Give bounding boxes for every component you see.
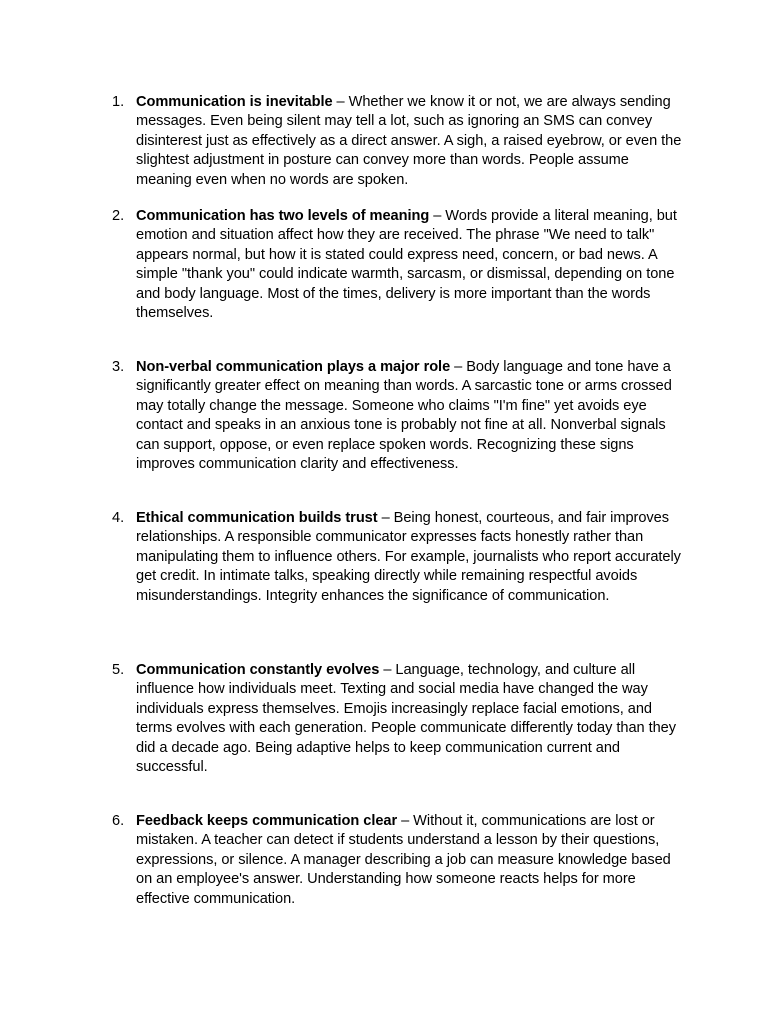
list-item-body: – Being honest, courteous, and fair improves relationships. A responsible communicator expresses facts honestly rather than manipulating them to influence others. For example, journalists who report accurately get credit. In intimate talks, speaking directly while remaining respectful avoids misunderstandings. Integrity enhances the significance of communication. (136, 510, 681, 604)
list-item-heading: Non-verbal communication plays a major role (136, 359, 451, 375)
list-item-number: 6. (112, 813, 125, 829)
list-item-text (136, 661, 682, 777)
list-item-heading: Communication has two levels of meaning (136, 208, 430, 224)
list-item-text (136, 93, 682, 190)
list-item-body: – Whether we know it or not, we are always sending messages. Even being silent may tell a lot, such as ignoring an SMS can convey disinterest just as effectively as a direct answer. A sigh, a raised eyebrow, or even the slightest adjustment in posture can convey more than words. People assume meaning even when no words are spoken. (136, 94, 682, 188)
list-item-body: – Without it, communications are lost or mistaken. A teacher can detect if students understand a lesson by their questions, expressions, or silence. A manager describing a job can measure knowledge based on an employee's answer. Understanding how someone reacts helps for more effective communication. (136, 813, 671, 907)
list-item-body: – Words provide a literal meaning, but emotion and situation affect how they are received. The phrase "We need to talk" appears normal, but how it is stated could express need, concern, or bad news. A simple "thank you" could indicate warmth, sarcasm, or dismissal, depending on tone and body language. Most of the times, delivery is more important than the words themselves. (136, 208, 677, 322)
list-item-number: 1. (112, 94, 125, 110)
list-item-text (136, 207, 682, 323)
list-item-body: – Body language and tone have a significantly greater effect on meaning than words. A sarcastic tone or arms crossed may totally change the message. Someone who claims "I'm fine" yet avoids eye contact and speaks in an anxious tone is probably not fine at all. Nonverbal signals can support, oppose, or even replace spoken words. Recognizing these signs improves communication clarity and effectiveness. (136, 359, 672, 473)
list-item-number: 5. (112, 662, 125, 678)
list-item-text (136, 358, 682, 474)
list-item-heading: Ethical communication builds trust (136, 510, 378, 526)
list-item-heading: Feedback keeps communication clear (136, 813, 398, 829)
list-item-text (136, 812, 682, 909)
list-item-heading: Communication is inevitable (136, 94, 333, 110)
list-item-heading: Communication constantly evolves (136, 662, 380, 678)
list-item-body: – Language, technology, and culture all influence how individuals meet. Texting and social media have changed the way individuals express themselves. Emojis increasingly replace facial emotions, and terms evolves with each generation. People communicate differently today than they did a decade ago. Being adaptive helps to keep communication current and successful. (136, 662, 676, 776)
list-item-text (136, 509, 682, 606)
list-item-number: 2. (112, 208, 125, 224)
list-item-number: 3. (112, 359, 125, 375)
list-item-number: 4. (112, 510, 125, 526)
